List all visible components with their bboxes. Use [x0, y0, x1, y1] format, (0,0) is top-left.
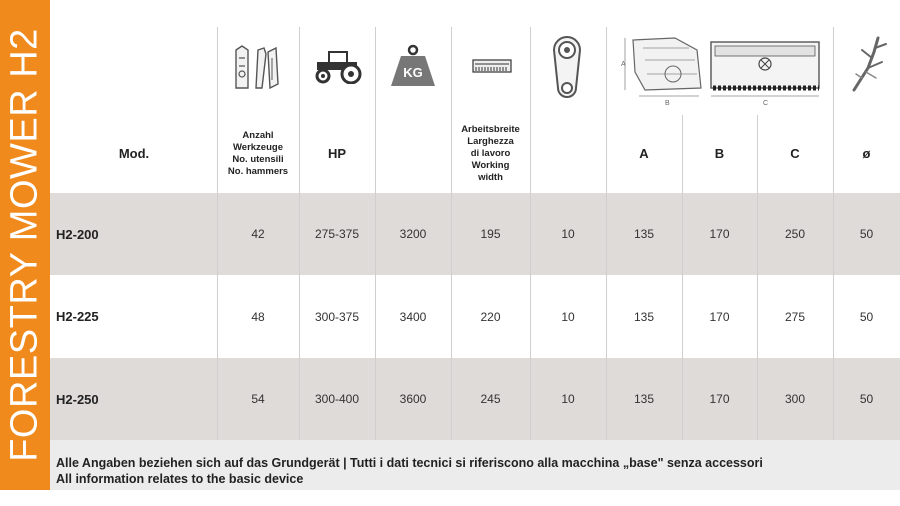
header-model: Mod.: [118, 145, 150, 161]
cell-hp: 300-375: [314, 309, 360, 324]
cell-tools: 42: [251, 227, 265, 241]
cell-width: 220: [480, 309, 501, 324]
header-working-width-line2: Larghezza di lavoro: [467, 136, 514, 160]
cell-width: 195: [480, 227, 501, 241]
header-a: A: [639, 145, 649, 161]
machine-dimension-diagram: [615, 30, 825, 110]
cell-rotor: 10: [561, 392, 575, 406]
cell-model: H2-225: [56, 309, 99, 324]
header-working-width-line3: Working width: [471, 159, 510, 183]
cell-c: 300: [784, 392, 806, 406]
cell-weight: 3200: [399, 227, 427, 241]
header-tools-line2: No. utensili: [232, 154, 284, 165]
header-working-width: [451, 118, 530, 190]
cell-weight: 3400: [399, 309, 427, 324]
cell-model: H2-200: [56, 226, 99, 242]
cell-a: 135: [633, 227, 655, 241]
cell-diameter: 50: [859, 392, 874, 406]
header-hp: HP: [327, 145, 347, 161]
rotor-blade-icon: [472, 58, 512, 76]
header-tools-line1: Anzahl Werkzeuge: [233, 130, 283, 154]
cell-diameter: 50: [859, 227, 874, 241]
cell-c: 275: [784, 309, 806, 324]
dimension-a-label: A: [621, 61, 626, 68]
side-band: [0, 0, 50, 490]
footer-line-2: All information relates to the basic device: [56, 472, 304, 486]
header-tools-line3: No. hammers: [227, 165, 289, 177]
weight-icon-label: KG: [403, 65, 423, 80]
tractor-icon: [311, 48, 365, 84]
dimension-b-label: B: [665, 100, 670, 107]
footer-note: [50, 440, 900, 490]
rotor-link-icon: [548, 36, 586, 98]
weight-icon: [389, 44, 437, 88]
cell-a: 135: [633, 392, 655, 406]
cell-a: 135: [633, 309, 655, 324]
cell-c: 250: [784, 227, 806, 241]
cell-tools: 48: [251, 309, 265, 324]
cell-tools: 54: [251, 392, 265, 406]
cell-model: H2-250: [56, 391, 99, 407]
cell-b: 170: [709, 309, 730, 324]
header-tools: [217, 122, 299, 186]
hammers-icon: [232, 44, 282, 92]
cell-diameter: 50: [859, 309, 874, 324]
side-title: FORESTRY MOWER H2: [3, 28, 46, 462]
cell-rotor: 10: [561, 309, 575, 324]
cell-weight: 3600: [399, 392, 427, 406]
header-working-width-line1: Arbeitsbreite: [461, 124, 520, 136]
cell-rotor: 10: [561, 227, 575, 241]
header-c: C: [790, 145, 800, 161]
cell-b: 170: [709, 392, 730, 406]
header-diameter: ø: [862, 145, 871, 161]
cell-b: 170: [709, 227, 730, 241]
header-b: B: [714, 145, 725, 161]
branch-diameter-icon: [848, 34, 892, 94]
dimension-c-label: C: [763, 100, 769, 107]
cell-hp: 275-375: [314, 227, 360, 241]
footer-line-1: Alle Angaben beziehen sich auf das Grundgerät | Tutti i dati tecnici si riferiscono alla macchina „base" senza accessori: [56, 456, 763, 470]
cell-hp: 300-400: [314, 392, 360, 406]
cell-width: 245: [480, 392, 501, 406]
